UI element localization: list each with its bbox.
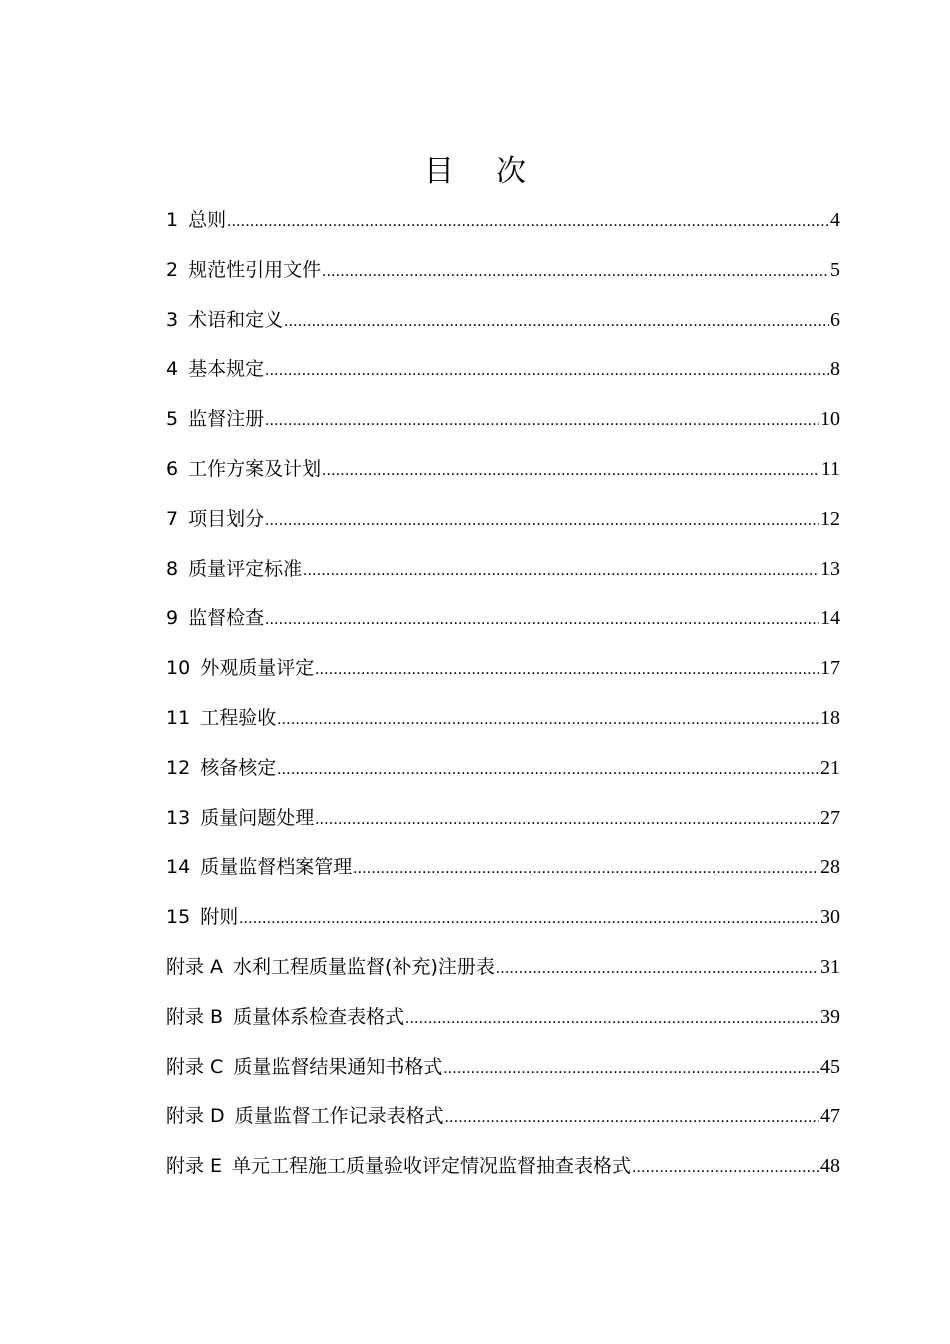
toc-entry-number: 附录 E [166,1155,223,1178]
toc-entry-number: 15 [166,906,191,929]
toc-page-number: 21 [820,756,840,779]
toc-page-number: 13 [820,557,840,580]
toc-page-number: 47 [820,1105,840,1128]
toc-entry[interactable] [166,801,840,851]
toc-entry-text: 项目划分 [188,507,265,530]
toc-entry-label [166,1099,444,1133]
toc-page-number: 18 [820,706,840,729]
toc-entry[interactable] [166,402,840,452]
toc-entry[interactable] [166,552,840,602]
toc-page-number: 30 [820,906,840,929]
toc-leader-dots [277,753,819,787]
toc-entry-label [166,402,264,436]
toc-entry-label [166,452,321,486]
toc-entry-text: 质量监督结果通知书格式 [233,1055,443,1078]
toc-entry[interactable] [166,751,840,801]
toc-entry-label [166,651,314,685]
toc-entry-number: 附录 D [166,1105,225,1128]
toc-entry[interactable] [166,850,840,900]
toc-entry-label [166,352,264,386]
toc-page-number: 27 [820,806,840,829]
toc-leader-dots [265,603,819,637]
toc-entry-text: 质量评定标准 [188,557,303,580]
toc-entry-label [166,303,283,337]
toc-entry-number: 9 [166,607,179,630]
toc-entry[interactable] [166,502,840,552]
toc-leader-dots [239,902,819,936]
toc-entry-label [166,253,321,287]
toc-entry-label [166,900,238,934]
toc-entry-label [166,801,314,835]
toc-entry[interactable] [166,701,840,751]
toc-entry-text: 工程验收 [200,706,277,729]
toc-entry-text: 术语和定义 [188,308,284,331]
toc-page-number: 12 [820,507,840,530]
toc-entry-label [166,552,302,586]
toc-leader-dots [443,1052,819,1086]
toc-entry-number: 2 [166,258,179,281]
toc-entry-label [166,1000,404,1034]
toc-entry-text: 工作方案及计划 [188,457,322,480]
toc-leader-dots [303,554,819,588]
toc-entry-text: 外观质量评定 [200,657,315,680]
toc-entry-label [166,1149,631,1183]
toc-leader-dots [284,305,829,339]
toc-page-number: 5 [830,258,840,281]
toc-entry-text: 核备核定 [200,756,277,779]
toc-page-number: 10 [820,408,840,431]
toc-leader-dots [315,653,819,687]
toc-page-number: 28 [820,856,840,879]
toc-entry[interactable] [166,900,840,950]
toc-leader-dots [227,205,829,239]
toc-page-number: 45 [820,1055,840,1078]
toc-entry-text: 质量监督工作记录表格式 [234,1105,444,1128]
toc-entry-number: 14 [166,856,191,879]
toc-leader-dots [265,404,819,438]
toc-page-number: 39 [820,1005,840,1028]
toc-page-number: 48 [820,1155,840,1178]
toc-entry-text: 质量问题处理 [200,806,315,829]
toc-page-number: 31 [820,955,840,978]
toc-page-number: 11 [820,457,840,480]
toc-entry-label [166,502,264,536]
toc-entry-text: 单元工程施工质量验收评定情况监督抽查表格式 [232,1155,632,1178]
toc-entry-number: 11 [166,706,191,729]
toc-entry-number: 附录 B [166,1005,224,1028]
toc-entry-number: 5 [166,408,179,431]
toc-title-part2: 次 [496,154,526,189]
toc-entry-label [166,751,276,785]
toc-entry-text: 质量体系检查表格式 [233,1005,405,1028]
toc-leader-dots [265,504,819,538]
toc-entry-text: 基本规定 [188,358,265,381]
toc-entry[interactable] [166,303,840,353]
toc-entry[interactable] [166,253,840,303]
toc-leader-dots [315,803,819,837]
toc-entry-number: 12 [166,756,191,779]
toc-entry-number: 附录 C [166,1055,224,1078]
toc-entry-label [166,850,352,884]
toc-entry-text: 监督注册 [188,408,265,431]
toc-entry-label [166,203,226,237]
toc-entry[interactable] [166,1000,840,1050]
toc-title-part1: 目 [424,154,454,189]
toc-entry-number: 3 [166,308,179,331]
toc-entry[interactable] [166,950,840,1000]
toc-entry-number: 4 [166,358,179,381]
toc-entry-text: 总则 [188,209,227,231]
toc-entry-number: 6 [166,457,179,480]
toc-entry[interactable] [166,203,840,253]
toc-leader-dots [265,354,829,388]
toc-leader-dots [405,1002,819,1036]
toc-leader-dots [322,454,820,488]
toc-entry[interactable] [166,1050,840,1100]
toc-entry-label [166,950,495,984]
toc-list [166,203,840,1199]
toc-entry-label [166,1050,442,1084]
toc-entry-text: 规范性引用文件 [188,258,322,281]
toc-leader-dots [277,703,819,737]
toc-entry[interactable] [166,1149,840,1199]
toc-entry[interactable] [166,352,840,402]
toc-leader-dots [632,1151,819,1185]
toc-entry-label [166,701,276,735]
toc-entry-number: 附录 A [166,955,224,978]
toc-page-number: 14 [820,607,840,630]
toc-page-number: 6 [830,308,840,331]
toc-entry-number: 1 [166,209,179,231]
toc-leader-dots [496,952,819,986]
toc-page-number: 17 [820,657,840,680]
toc-entry[interactable] [166,601,840,651]
toc-entry-text: 附则 [200,906,239,929]
toc-leader-dots [353,852,819,886]
toc-entry-text: 质量监督档案管理 [200,856,353,879]
toc-entry-number: 13 [166,806,191,829]
toc-page-number: 4 [830,209,840,231]
toc-entry-number: 7 [166,507,179,530]
toc-entry-label [166,601,264,635]
toc-entry-number: 8 [166,557,179,580]
toc-entry[interactable] [166,452,840,502]
toc-entry[interactable] [166,1099,840,1149]
toc-leader-dots [322,255,829,289]
toc-leader-dots [445,1101,819,1135]
toc-entry[interactable] [166,651,840,701]
toc-entry-number: 10 [166,657,191,680]
toc-page-number: 8 [830,358,840,381]
toc-entry-text: 监督检查 [188,607,265,630]
toc-entry-text: 水利工程质量监督(补充)注册表 [233,955,495,978]
toc-title [0,152,950,192]
